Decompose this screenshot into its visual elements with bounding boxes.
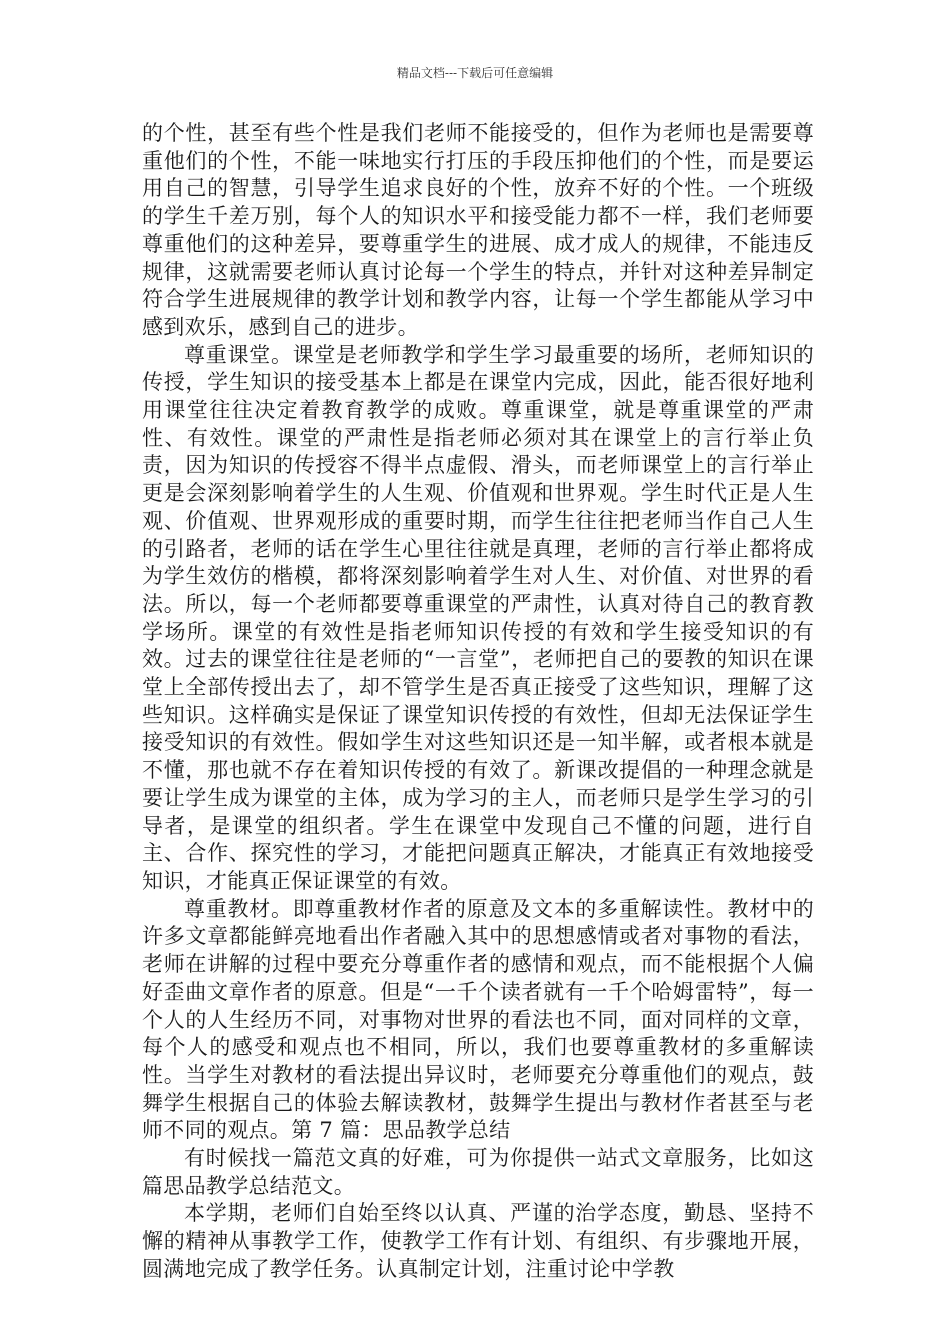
paragraph-1: 的个性，甚至有些个性是我们老师不能接受的，但作为老师也是需要尊重他们的个性，不能一味地实行打压的手段压抑他们的个性，而是要运用自己的智慧，引导学生追求良好的个性，放弃不好的个性。一个班级的学生千差万别，每个人的知识水平和接受能力都不一样，我们老师要尊重他们的这种差异，要尊重学生的进展、成才成人的规律，不能违反规律，这就需要老师认真讨论每一个学生的特点，并针对这种差异制定符合学生进展规律的教学计划和教学内容，让每一个学生都能从学习中感到欢乐，感到自己的进步。: [142, 121, 814, 339]
paragraph-3: 尊重教材。即尊重教材作者的原意及文本的多重解读性。教材中的许多文章都能鲜亮地看出作者融入其中的思想感情或者对事物的看法，老师在讲解的过程中要充分尊重作者的感情和观点，而不能根据个人偏好歪曲文章作者的原意。但是“一千个读者就有一千个哈姆雷特”，每一个人的人生经历不同，对事物对世界的看法也不同，面对同样的文章，每个人的感受和观点也不相同，所以，我们也要尊重教材的多重解读性。当学生对教材的看法提出异议时，老师要充分尊重他们的观点，鼓舞学生根据自己的体验去解读教材，鼓舞学生提出与教材作者甚至与老师不同的观点。第 7 篇：思品教学总结: [142, 896, 814, 1143]
paragraph-4: 有时候找一篇范文真的好难，可为你提供一站式文章服务，比如这篇思品教学总结范文。: [142, 1146, 814, 1198]
page-header: 精品文档---下载后可任意编辑: [396, 66, 554, 80]
document-body: [142, 120, 814, 1284]
paragraph-5: 本学期，老师们自始至终以认真、严谨的治学态度，勤恳、坚持不懈的精神从事教学工作，使教学工作有计划、有组织、有步骤地开展，圆满地完成了教学任务。认真制定计划，注重讨论中学教: [142, 1201, 814, 1281]
paragraph-2: 尊重课堂。课堂是老师教学和学生学习最重要的场所，老师知识的传授，学生知识的接受基本上都是在课堂内完成，因此，能否很好地利用课堂往往决定着教育教学的成败。尊重课堂，就是尊重课堂的严肃性、有效性。课堂的严肃性是指老师必须对其在课堂上的言行举止负责，因为知识的传授容不得半点虚假、滑头，而老师课堂上的言行举止更是会深刻影响着学生的人生观、价值观和世界观。学生时代正是人生观、价值观、世界观形成的重要时期，而学生往往把老师当作自己人生的引路者，老师的话在学生心里往往就是真理，老师的言行举止都将成为学生效仿的楷模，都将深刻影响着学生对人生、对价值、对世界的看法。所以，每一个老师都要尊重课堂的严肃性，认真对待自己的教育教学场所。课堂的有效性是指老师知识传授的有效和学生接受知识的有效。过去的课堂往往是老师的“一言堂”，老师把自己的要教的知识在课堂上全部传授出去了，却不管学生是否真正接受了这些知识，理解了这些知识。这样确实是保证了课堂知识传授的有效性，但却无法保证学生接受知识的有效性。假如学生对这些知识还是一知半解，或者根本就是不懂，那也就不存在着知识传授的有效了。新课改提倡的一种理念就是要让学生成为课堂的主体，成为学习的主人，而老师只是学生学习的引导者，是课堂的组织者。学生在课堂中发现自己不懂的问题，进行自主、合作、探究性的学习，才能把问题真正解决，才能真正有效地接受知识，才能真正保证课堂的有效。: [142, 342, 814, 893]
